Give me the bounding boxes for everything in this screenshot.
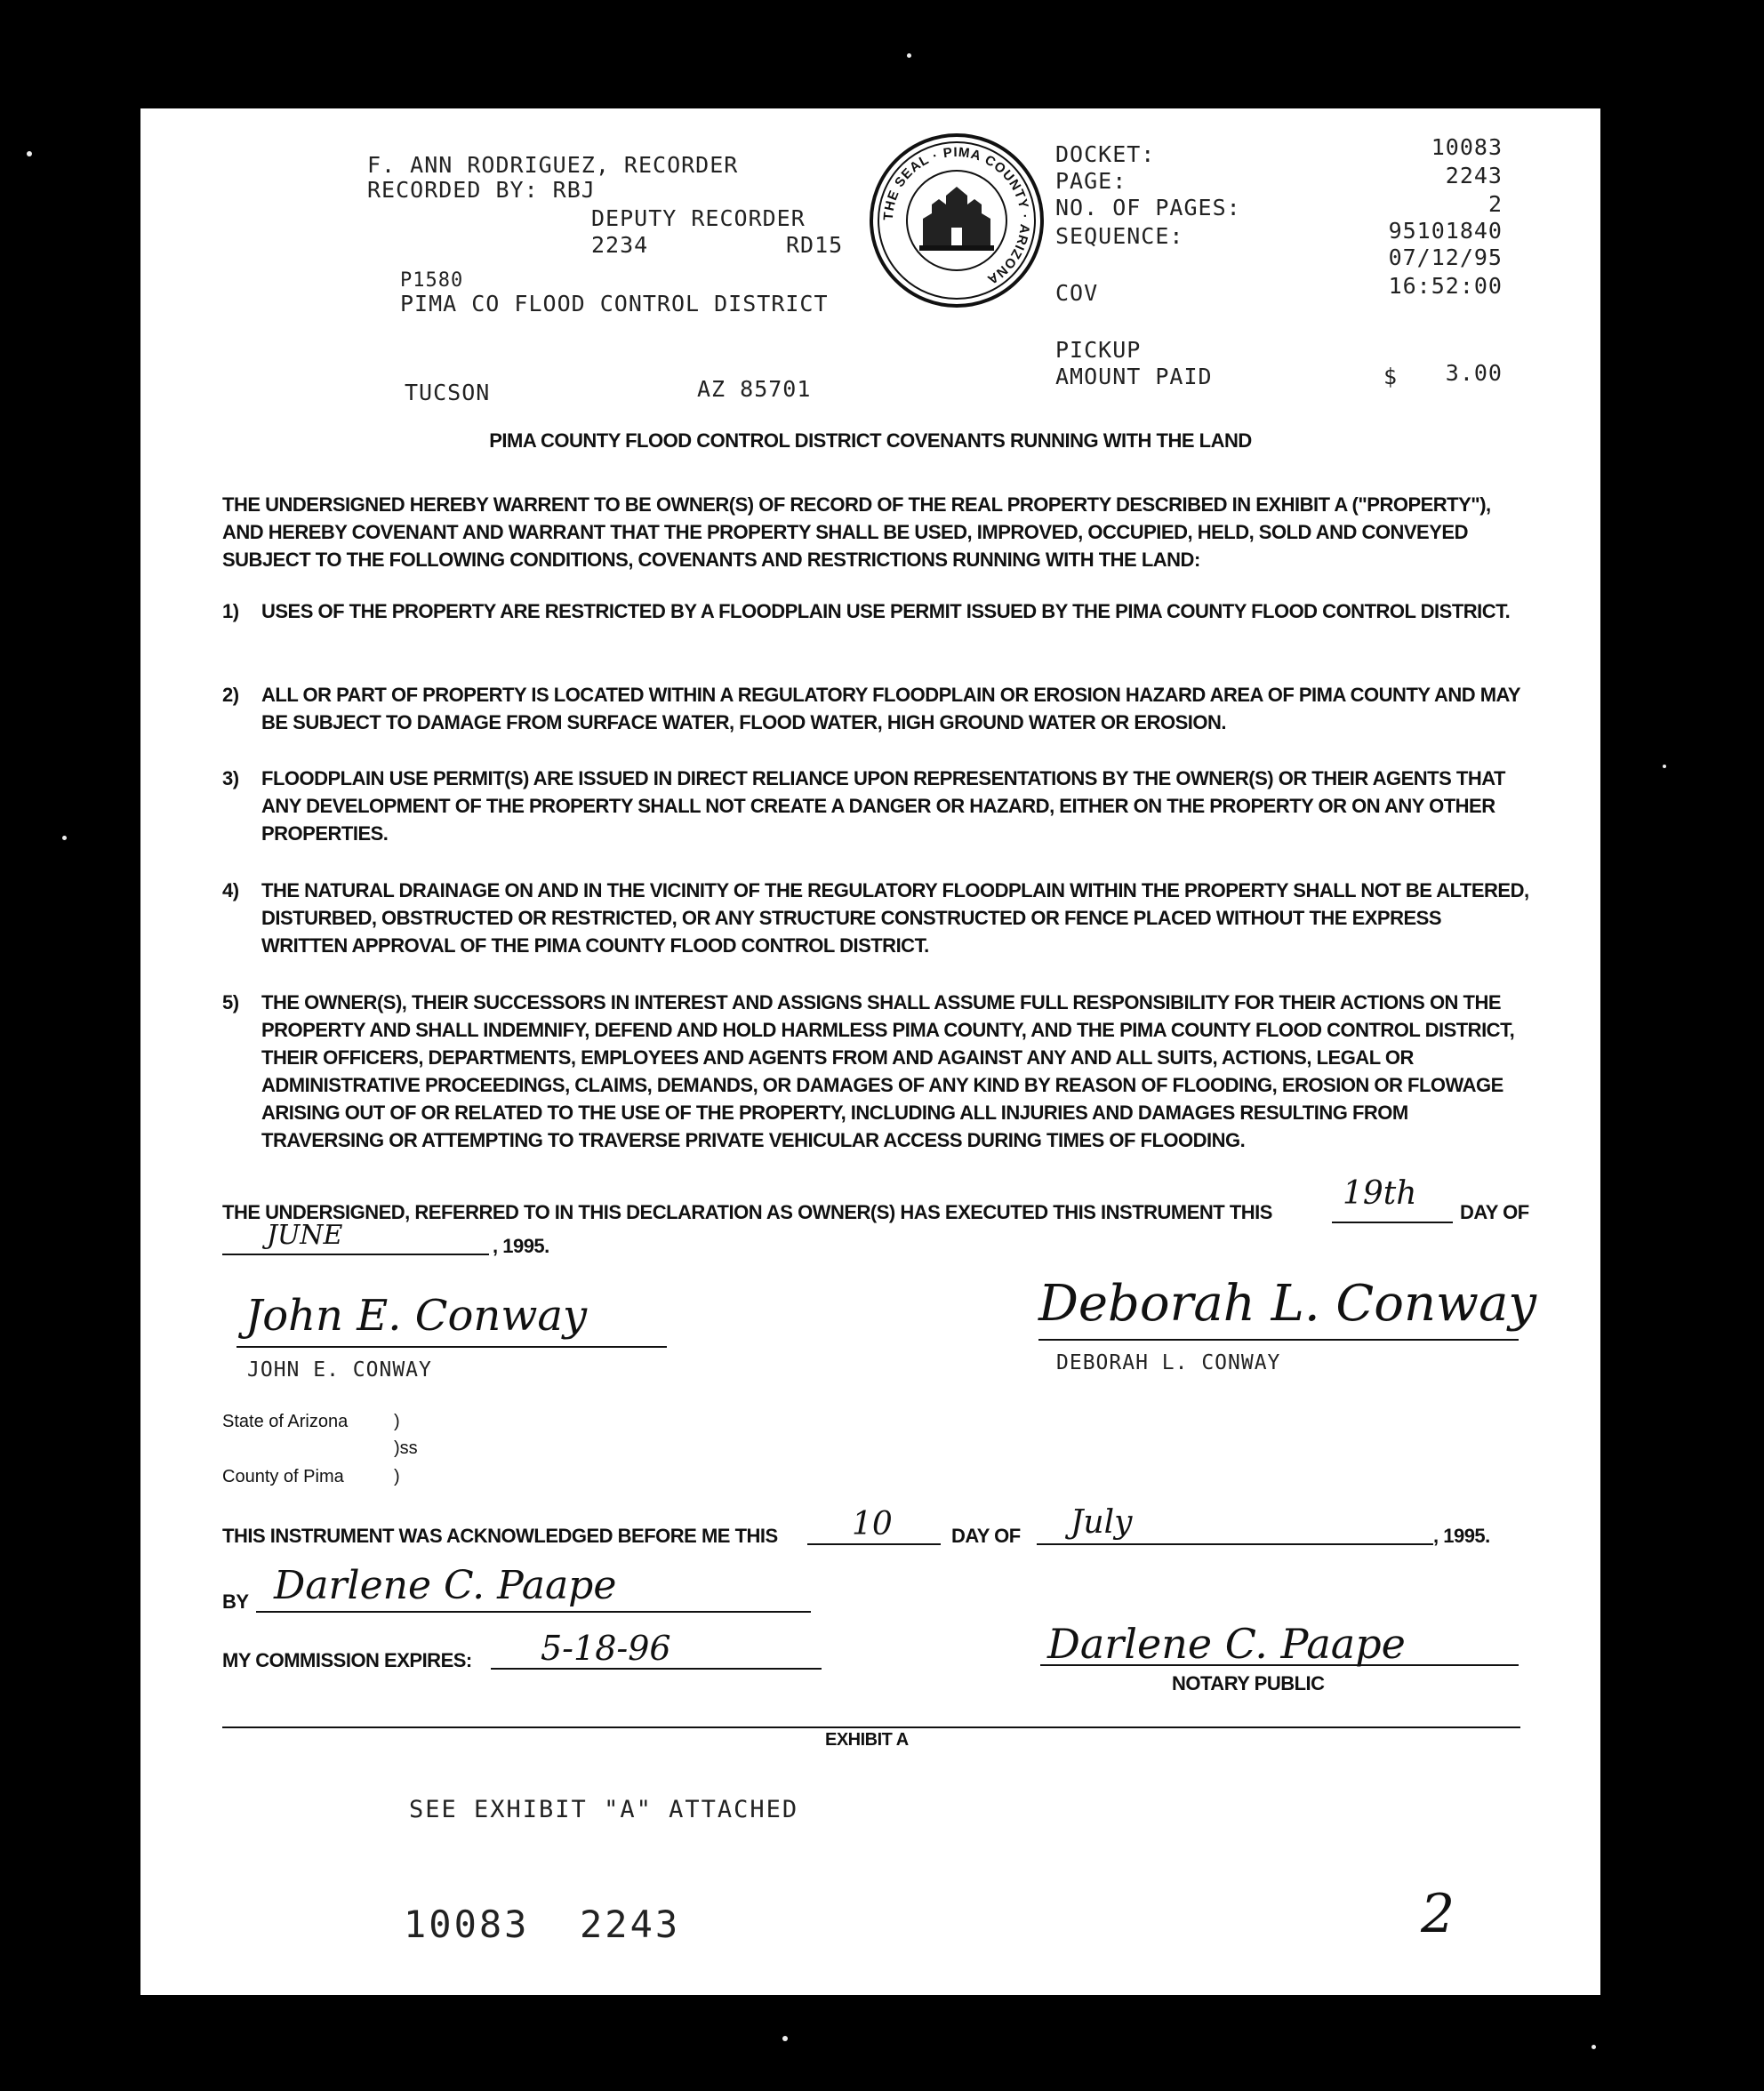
scan-speck — [62, 836, 67, 840]
notary-label: NOTARY PUBLIC — [1172, 1672, 1325, 1694]
county-seal — [868, 132, 1046, 309]
state-zip: AZ 85701 — [697, 376, 812, 402]
ack-by-signature: Darlene C. Paape — [274, 1563, 617, 1608]
address-code: P1580 — [400, 269, 464, 292]
clause-number: 1) — [222, 600, 239, 622]
district-name: PIMA CO FLOOD CONTROL DISTRICT — [400, 291, 829, 316]
scan-speck — [1663, 765, 1666, 768]
clause-number: 5) — [222, 991, 239, 1013]
city: TUCSON — [405, 380, 491, 405]
clause-number: 2) — [222, 684, 239, 706]
document-title: PIMA COUNTY FLOOD CONTROL DISTRICT COVENANTS RUNNING WITH THE LAND — [489, 429, 1252, 452]
exhibit-label: EXHIBIT A — [825, 1730, 909, 1750]
ack-month: July — [1070, 1504, 1133, 1541]
execution-day-line — [1332, 1222, 1453, 1223]
seal-ring-text: THE SEAL · PIMA COUNTY · ARIZONA — [880, 144, 1033, 288]
venue-ss: )ss — [394, 1438, 418, 1458]
clause-text: FLOODPLAIN USE PERMIT(S) ARE ISSUED IN DIRECT RELIANCE UPON REPRESENTATIONS BY THE OWNER(S) OR THEIR AGENTS THAT ANY DEVELOPMENT OF THE PROPERTY SHALL NOT CREATE A DANGER OR HAZARD, EITHER ON THE PROPERTY OR ON ANY OTHER PROPERTIES. — [261, 767, 1505, 845]
deborah-signature-line — [1038, 1339, 1519, 1341]
venue-paren-2: ) — [394, 1467, 400, 1486]
scan-speck — [1592, 2045, 1596, 2049]
scan-speck — [782, 2036, 788, 2041]
recorder-code-left: 2234 — [591, 232, 649, 258]
ack-by-label: BY — [222, 1590, 249, 1613]
footer-docket-page: 10083 2243 — [404, 1903, 681, 1946]
pages-label: NO. OF PAGES: — [1055, 195, 1241, 220]
acknowledgment-text: THIS INSTRUMENT WAS ACKNOWLEDGED BEFORE ME THIS — [222, 1525, 778, 1547]
document-page — [140, 108, 1600, 1995]
currency-symbol: $ — [1383, 364, 1399, 389]
recorder-code-right: RD15 — [786, 232, 844, 258]
docket-value: 10083 — [1431, 134, 1503, 160]
recorded-by: RECORDED BY: RBJ — [367, 177, 596, 203]
ack-year: , 1995. — [1433, 1525, 1490, 1547]
amount-label: AMOUNT PAID — [1055, 364, 1213, 389]
venue-county: County of Pima — [222, 1467, 344, 1486]
ack-day: 10 — [852, 1506, 893, 1542]
notary-line — [1040, 1664, 1519, 1666]
clause-text: THE NATURAL DRAINAGE ON AND IN THE VICINITY OF THE REGULATORY FLOODPLAIN WITHIN THE PROPERTY SHALL NOT BE ALTERED, DISTURBED, OBSTRUCTED OR RESTRICTED, OR ANY STRUCTURE CONSTRUCTED OR FENCE PLACED WITHOUT THE EXPRESS WRITTEN APPROVAL OF THE PIMA COUNTY FLOOD CONTROL DISTRICT. — [261, 879, 1529, 957]
pickup-label: PICKUP — [1055, 337, 1142, 363]
cov-label: COV — [1055, 280, 1099, 306]
execution-day: 19th — [1343, 1175, 1417, 1212]
clause-number: 3) — [222, 767, 239, 789]
pages-value: 2 — [1487, 191, 1503, 217]
record-time: 16:52:00 — [1388, 273, 1503, 299]
venue-paren-1: ) — [394, 1412, 400, 1431]
clause-number: 4) — [222, 879, 239, 901]
clause-text: USES OF THE PROPERTY ARE RESTRICTED BY A FLOODPLAIN USE PERMIT ISSUED BY THE PIMA COUNTY FLOOD CONTROL DISTRICT. — [261, 600, 1511, 622]
scan-speck — [27, 151, 32, 156]
intro-paragraph: THE UNDERSIGNED HEREBY WARRENT TO BE OWNER(S) OF RECORD OF THE REAL PROPERTY DESCRIBED IN EXHIBIT A ("PROPERTY"), AND HEREBY COVENANT AND WARRANT THAT THE PROPERTY SHALL BE USED, IMPROVED, OCCUPIED, HELD, SOLD AND CONVEYED SUBJECT TO THE FOLLOWING CONDITIONS, COVENANTS AND RESTRICTIONS RUNNING WITH THE LAND: — [222, 493, 1491, 571]
page-value: 2243 — [1445, 163, 1503, 188]
commission-line — [491, 1668, 822, 1670]
ack-by-line — [256, 1611, 811, 1613]
john-name: JOHN E. CONWAY — [247, 1358, 432, 1382]
john-signature-line — [237, 1346, 667, 1348]
ack-day-line — [807, 1543, 941, 1545]
execution-month: JUNE — [267, 1220, 343, 1251]
sequence-label: SEQUENCE: — [1055, 223, 1184, 249]
execution-day-of: DAY OF — [1460, 1201, 1529, 1223]
exhibit-text: SEE EXHIBIT "A" ATTACHED — [409, 1796, 799, 1823]
execution-month-line — [222, 1254, 489, 1255]
clause-text: ALL OR PART OF PROPERTY IS LOCATED WITHIN A REGULATORY FLOODPLAIN OR EROSION HAZARD AREA OF PIMA COUNTY AND MAY BE SUBJECT TO DAMAGE FROM SURFACE WATER, FLOOD WATER, HIGH GROUND WATER OR EROSION. — [261, 684, 1520, 733]
page-label: PAGE: — [1055, 168, 1127, 194]
record-date: 07/12/95 — [1388, 244, 1503, 270]
amount-value: 3.00 — [1445, 360, 1503, 386]
john-signature: John E. Conway — [245, 1291, 588, 1341]
deputy-recorder: DEPUTY RECORDER — [591, 205, 806, 231]
ack-day-of: DAY OF — [951, 1525, 1021, 1547]
deborah-name: DEBORAH L. CONWAY — [1056, 1351, 1281, 1374]
scan-speck — [907, 53, 911, 58]
clause-text: THE OWNER(S), THEIR SUCCESSORS IN INTEREST AND ASSIGNS SHALL ASSUME FULL RESPONSIBILITY FOR THEIR ACTIONS ON THE PROPERTY AND SHALL INDEMNIFY, DEFEND AND HOLD HARMLESS PIMA COUNTY, AND THE PIMA COUNTY FLOOD CONTROL DISTRICT, THEIR OFFICERS, DEPARTMENTS, EMPLOYEES AND AGENTS FROM AND AGAINST ANY AND ALL SUITS, ACTIONS, LEGAL OR ADMINISTRATIVE PROCEEDINGS, CLAIMS, DEMANDS, OR DAMAGES OF ANY KIND BY REASON OF FLOODING, EROSION OR FLOWAGE ARISING OUT OF OR RELATED TO THE USE OF THE PROPERTY, INCLUDING ALL INJURIES AND DAMAGES RESULTING FROM TRAVERSING OR ATTEMPTING TO TRAVERSE PRIVATE VEHICULAR ACCESS DURING TIMES OF FLOODING. — [261, 991, 1515, 1151]
deborah-signature: Deborah L. Conway — [1038, 1275, 1536, 1333]
ack-month-line — [1037, 1543, 1433, 1545]
venue-state: State of Arizona — [222, 1412, 349, 1431]
page-mark: 2 — [1421, 1883, 1455, 1945]
execution-year: , 1995. — [493, 1235, 549, 1257]
docket-label: DOCKET: — [1055, 141, 1156, 167]
commission-label: MY COMMISSION EXPIRES: — [222, 1649, 472, 1671]
execution-text: THE UNDERSIGNED, REFERRED TO IN THIS DECLARATION AS OWNER(S) HAS EXECUTED THIS INSTRUMENT THIS — [222, 1201, 1272, 1223]
recorder-name: F. ANN RODRIGUEZ, RECORDER — [367, 152, 739, 178]
notary-signature: Darlene C. Paape — [1047, 1620, 1406, 1668]
sequence-value: 95101840 — [1388, 218, 1503, 244]
commission-date: 5-18-96 — [541, 1629, 671, 1668]
